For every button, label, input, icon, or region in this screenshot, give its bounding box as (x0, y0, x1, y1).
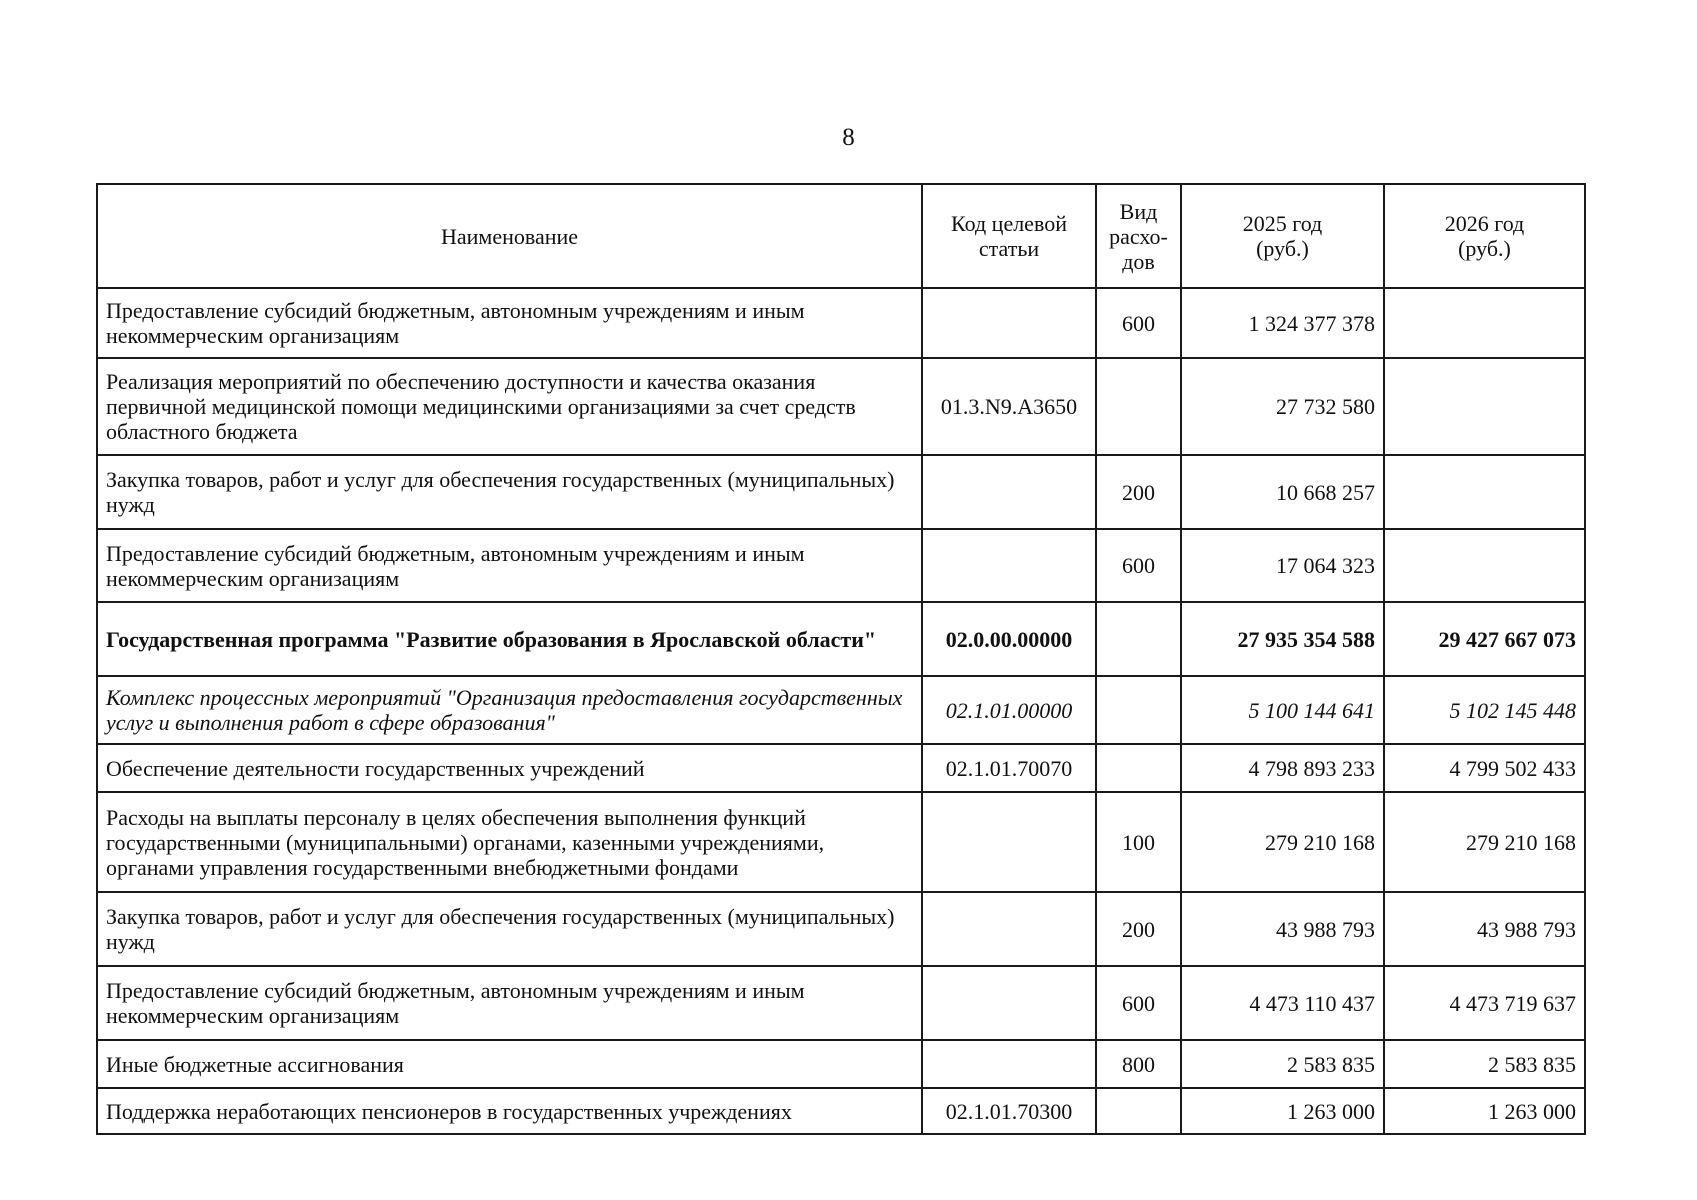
header-type-line-1: Вид (1119, 198, 1158, 224)
cell-code: 02.0.00.00000 (922, 602, 1096, 676)
cell-code: 02.1.01.00000 (922, 676, 1096, 744)
cell-code: 02.1.01.70300 (922, 1088, 1096, 1134)
table-row (97, 602, 1585, 676)
cell-code (922, 288, 1096, 358)
cell-amount-2026: 29 427 667 073 (1384, 602, 1585, 676)
cell-amount-2026: 1 263 000 (1384, 1088, 1585, 1134)
cell-expense-type: 600 (1096, 966, 1181, 1040)
cell-code (922, 529, 1096, 602)
cell-name: Государственная программа "Развитие образования в Ярославской области" (97, 602, 922, 676)
table-row (97, 1040, 1585, 1088)
cell-name: Закупка товаров, работ и услуг для обеспечения государственных (муниципальных) нужд (97, 892, 922, 966)
cell-expense-type (1096, 676, 1181, 744)
cell-name: Предоставление субсидий бюджетным, автономным учреждениям и иным некоммерческим организациям (97, 966, 922, 1040)
header-name (97, 184, 922, 288)
cell-code: 02.1.01.70070 (922, 744, 1096, 792)
header-code-line-1: Код целевой (951, 211, 1067, 236)
cell-name: Иные бюджетные ассигнования (97, 1040, 922, 1088)
cell-code (922, 1040, 1096, 1088)
header-type-line-2: расхо- (1109, 223, 1168, 249)
budget-table (96, 183, 1586, 1135)
header-2025-line-2: (руб.) (1256, 236, 1309, 261)
cell-expense-type: 800 (1096, 1040, 1181, 1088)
cell-amount-2026 (1384, 358, 1585, 455)
cell-code (922, 455, 1096, 529)
cell-amount-2025: 2 583 835 (1181, 1040, 1384, 1088)
header-2026-line-2: (руб.) (1458, 236, 1511, 261)
cell-amount-2025: 5 100 144 641 (1181, 676, 1384, 744)
header-name-label: Наименование (440, 223, 579, 249)
cell-name: Предоставление субсидий бюджетным, автономным учреждениям и иным некоммерческим организациям (97, 288, 922, 358)
cell-expense-type (1096, 744, 1181, 792)
cell-amount-2026 (1384, 455, 1585, 529)
cell-amount-2025: 17 064 323 (1181, 529, 1384, 602)
header-2025 (1181, 184, 1384, 288)
cell-code (922, 966, 1096, 1040)
table-row (97, 455, 1585, 529)
table-row (97, 358, 1585, 455)
cell-amount-2026: 5 102 145 448 (1384, 676, 1585, 744)
table-body (97, 288, 1585, 1134)
header-code-line-2: статьи (978, 236, 1040, 261)
cell-amount-2026: 279 210 168 (1384, 792, 1585, 892)
table-row (97, 744, 1585, 792)
header-type-line-3: дов (1122, 248, 1155, 274)
cell-amount-2025: 43 988 793 (1181, 892, 1384, 966)
cell-name: Реализация мероприятий по обеспечению доступности и качества оказания первичной медицинской помощи медицинскими организациями за счет средств областного бюджета (97, 358, 922, 455)
cell-name: Поддержка неработающих пенсионеров в государственных учреждениях (97, 1088, 922, 1134)
cell-expense-type: 600 (1096, 529, 1181, 602)
cell-expense-type: 600 (1096, 288, 1181, 358)
cell-amount-2025: 279 210 168 (1181, 792, 1384, 892)
cell-name: Расходы на выплаты персоналу в целях обеспечения выполнения функций государственными (муниципальными) органами, казенными учреждениями, органами управления государственными внебюджетными фондами (97, 792, 922, 892)
cell-amount-2025: 1 324 377 378 (1181, 288, 1384, 358)
table-row (97, 792, 1585, 892)
cell-expense-type (1096, 358, 1181, 455)
cell-amount-2025: 27 935 354 588 (1181, 602, 1384, 676)
table-row (97, 892, 1585, 966)
table-row (97, 966, 1585, 1040)
cell-amount-2026 (1384, 288, 1585, 358)
table-row (97, 288, 1585, 358)
header-2025-line-1: 2025 год (1242, 211, 1323, 236)
header-2026-line-1: 2026 год (1444, 211, 1525, 236)
cell-amount-2025: 4 473 110 437 (1181, 966, 1384, 1040)
page-number: 8 (842, 124, 855, 151)
cell-amount-2025: 1 263 000 (1181, 1088, 1384, 1134)
cell-amount-2025: 10 668 257 (1181, 455, 1384, 529)
cell-amount-2026: 4 473 719 637 (1384, 966, 1585, 1040)
cell-expense-type: 200 (1096, 455, 1181, 529)
cell-expense-type: 100 (1096, 792, 1181, 892)
header-type (1096, 184, 1181, 288)
cell-amount-2026 (1384, 529, 1585, 602)
cell-amount-2025: 27 732 580 (1181, 358, 1384, 455)
table-header-row (97, 184, 1585, 288)
cell-amount-2026: 4 799 502 433 (1384, 744, 1585, 792)
table-row (97, 1088, 1585, 1134)
table-row (97, 676, 1585, 744)
cell-name: Обеспечение деятельности государственных учреждений (97, 744, 922, 792)
cell-expense-type: 200 (1096, 892, 1181, 966)
header-2026 (1384, 184, 1585, 288)
cell-expense-type (1096, 1088, 1181, 1134)
cell-code (922, 892, 1096, 966)
cell-expense-type (1096, 602, 1181, 676)
cell-name: Комплекс процессных мероприятий "Организация предоставления государственных услуг и выполнения работ в сфере образования" (97, 676, 922, 744)
cell-amount-2026: 2 583 835 (1384, 1040, 1585, 1088)
cell-amount-2025: 4 798 893 233 (1181, 744, 1384, 792)
cell-code: 01.3.N9.A3650 (922, 358, 1096, 455)
header-code (922, 184, 1096, 288)
cell-amount-2026: 43 988 793 (1384, 892, 1585, 966)
cell-name: Предоставление субсидий бюджетным, автономным учреждениям и иным некоммерческим организациям (97, 529, 922, 602)
cell-code (922, 792, 1096, 892)
table-row (97, 529, 1585, 602)
cell-name: Закупка товаров, работ и услуг для обеспечения государственных (муниципальных) нужд (97, 455, 922, 529)
